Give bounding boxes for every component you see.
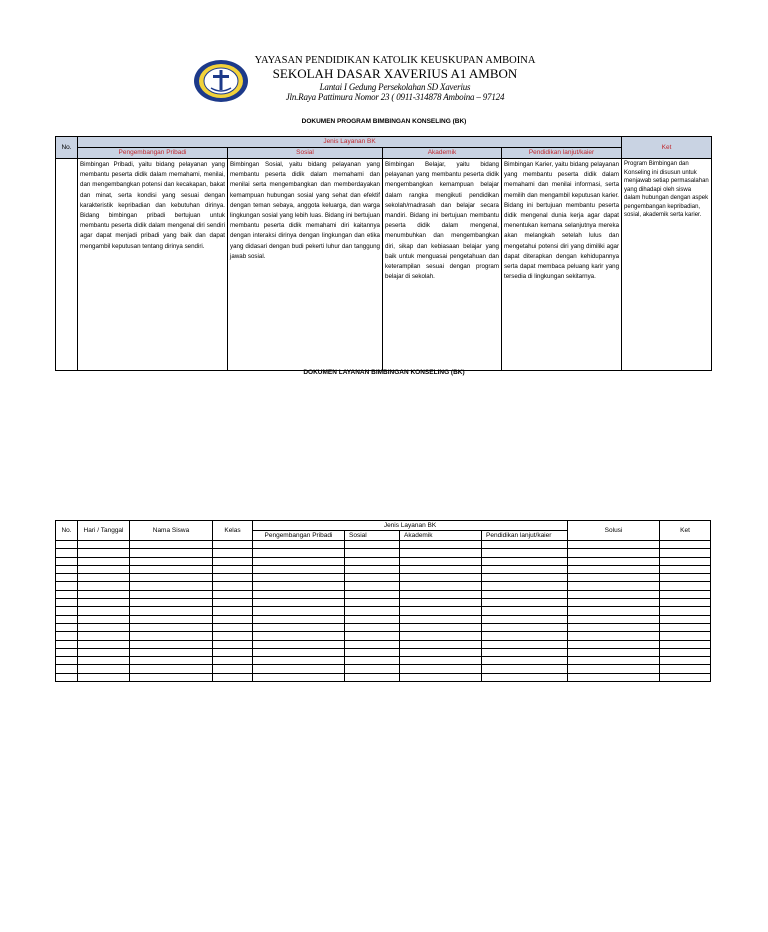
table-cell <box>78 648 130 656</box>
table-cell <box>56 574 78 582</box>
table-cell <box>253 673 345 681</box>
table-cell <box>660 549 711 557</box>
table-cell <box>400 574 482 582</box>
table-cell <box>130 623 213 631</box>
table-cell <box>78 615 130 623</box>
table-cell <box>482 565 568 573</box>
table-cell <box>56 607 78 615</box>
table-row <box>56 607 711 615</box>
table-cell <box>568 541 660 549</box>
table-cell <box>253 615 345 623</box>
table-cell <box>253 590 345 598</box>
table-cell <box>482 599 568 607</box>
table-cell <box>130 640 213 648</box>
group-header: Jenis Layanan BK <box>78 137 622 148</box>
program-table <box>55 136 712 371</box>
table-cell <box>213 648 253 656</box>
table-cell <box>213 640 253 648</box>
table-cell <box>130 574 213 582</box>
table-cell <box>130 657 213 665</box>
table-cell <box>345 557 400 565</box>
table-cell <box>400 673 482 681</box>
table-cell <box>253 607 345 615</box>
table-cell <box>660 607 711 615</box>
table-cell <box>660 665 711 673</box>
table-cell <box>660 590 711 598</box>
table-cell <box>253 574 345 582</box>
table-cell <box>56 557 78 565</box>
table-cell <box>130 648 213 656</box>
table-cell <box>130 590 213 598</box>
table-cell <box>660 648 711 656</box>
table-cell <box>213 623 253 631</box>
table-cell <box>660 541 711 549</box>
col-kelas: Kelas <box>213 521 253 541</box>
table-cell <box>660 582 711 590</box>
table-cell <box>253 599 345 607</box>
table-row <box>56 565 711 573</box>
table-cell <box>56 640 78 648</box>
table-cell <box>130 665 213 673</box>
table-cell <box>130 632 213 640</box>
table-cell <box>568 557 660 565</box>
col-ket: Ket <box>660 521 711 541</box>
row-no <box>56 159 78 371</box>
table-cell <box>78 590 130 598</box>
table-cell <box>130 541 213 549</box>
table-cell <box>482 640 568 648</box>
table-cell <box>400 557 482 565</box>
table-cell <box>213 657 253 665</box>
group-header: Jenis Layanan BK <box>253 521 568 531</box>
table-cell <box>400 648 482 656</box>
table-cell <box>213 582 253 590</box>
table-cell <box>400 582 482 590</box>
table-cell <box>130 607 213 615</box>
school-location: Lantai I Gedung Persekolahan SD Xaverius <box>319 82 471 92</box>
table-cell <box>253 648 345 656</box>
table-cell <box>253 582 345 590</box>
table-cell <box>253 549 345 557</box>
table-cell <box>345 640 400 648</box>
table-cell <box>660 640 711 648</box>
table-cell <box>568 549 660 557</box>
table-row <box>56 549 711 557</box>
table-row <box>56 557 711 565</box>
table-cell <box>482 657 568 665</box>
table-cell <box>482 541 568 549</box>
cell-pribadi: Bimbingan Pribadi, yaitu bidang pelayanan yang membantu peserta didik dalam memahami, menilai, dan mengembangkan potensi dan kecakapan, bakat dan minat, serta kondisi yang sesuai dengan karakteristik kepribadian dan kebutuhan dirinya. Bidang bimbingan pribadi bertujuan untuk membantu peserta didik dalam mengenal diri sendiri agar dapat menjadi pribadi yang baik dan dapat mengambil keputusan tentang dirinya sendiri. <box>78 159 228 371</box>
table-cell <box>253 565 345 573</box>
table-cell <box>482 607 568 615</box>
col-akademik: Akademik <box>383 148 502 159</box>
table-row <box>56 640 711 648</box>
table-cell <box>253 557 345 565</box>
table-cell <box>78 640 130 648</box>
col-no: No. <box>56 521 78 541</box>
col-pribadi: Pengembangan Pribadi <box>78 148 228 159</box>
col-ket: Ket <box>622 137 712 159</box>
table-cell <box>345 590 400 598</box>
table-cell <box>345 657 400 665</box>
cell-ket: Program Bimbingan dan Konseling ini disusun untuk menjawab setiap permasalahan yang dihadapi oleh siswa dalam hubungan dengan aspek pengembangan kepribadian, sosial, akademik serta karier. <box>622 159 712 371</box>
table-cell <box>660 673 711 681</box>
table-cell <box>253 665 345 673</box>
table-row <box>56 599 711 607</box>
col-sosial: Sosial <box>228 148 383 159</box>
table-cell <box>130 557 213 565</box>
table-cell <box>568 648 660 656</box>
table-row <box>56 632 711 640</box>
layanan-rows <box>56 541 711 682</box>
table-cell <box>482 549 568 557</box>
table-cell <box>400 607 482 615</box>
table-cell <box>345 623 400 631</box>
table-cell <box>56 665 78 673</box>
table-row <box>56 574 711 582</box>
table-cell <box>130 599 213 607</box>
table-cell <box>345 607 400 615</box>
program-title: DOKUMEN PROGRAM BIMBINGAN KONSELING (BK) <box>301 118 467 125</box>
table-cell <box>78 574 130 582</box>
table-cell <box>253 541 345 549</box>
col-akademik: Akademik <box>400 531 482 541</box>
table-cell <box>482 673 568 681</box>
table-cell <box>660 657 711 665</box>
table-cell <box>660 557 711 565</box>
table-cell <box>56 565 78 573</box>
table-cell <box>400 565 482 573</box>
table-row <box>56 582 711 590</box>
table-cell <box>660 615 711 623</box>
table-cell <box>400 615 482 623</box>
table-cell <box>345 648 400 656</box>
table-cell <box>482 665 568 673</box>
table-cell <box>56 549 78 557</box>
table-cell <box>345 665 400 673</box>
table-cell <box>568 623 660 631</box>
table-cell <box>482 582 568 590</box>
table-cell <box>78 665 130 673</box>
table-cell <box>568 599 660 607</box>
table-cell <box>213 590 253 598</box>
table-row <box>56 623 711 631</box>
table-cell <box>253 657 345 665</box>
table-cell <box>345 615 400 623</box>
table-cell <box>482 590 568 598</box>
table-cell <box>78 549 130 557</box>
table-cell <box>345 599 400 607</box>
table-cell <box>400 623 482 631</box>
table-cell <box>130 673 213 681</box>
table-cell <box>400 541 482 549</box>
table-cell <box>345 565 400 573</box>
table-cell <box>568 607 660 615</box>
table-cell <box>213 665 253 673</box>
table-cell <box>213 607 253 615</box>
table-cell <box>568 615 660 623</box>
table-cell <box>213 549 253 557</box>
layanan-title: DOKUMEN LAYANAN BIMBINGAN KONSELING (BK) <box>303 369 465 376</box>
table-cell <box>78 599 130 607</box>
table-cell <box>400 657 482 665</box>
table-cell <box>400 665 482 673</box>
table-cell <box>56 615 78 623</box>
table-row <box>56 590 711 598</box>
table-cell <box>568 665 660 673</box>
table-cell <box>78 657 130 665</box>
table-cell <box>253 640 345 648</box>
table-cell <box>56 632 78 640</box>
table-cell <box>400 632 482 640</box>
table-cell <box>568 582 660 590</box>
table-cell <box>660 565 711 573</box>
table-row <box>56 615 711 623</box>
table-cell <box>482 648 568 656</box>
cell-sosial: Bimbingan Sosial, yaitu bidang pelayanan yang membantu peserta didik dalam memahami dan menilai serta mengembangkan dan memberdayakan kemampuan hubungan sosial yang sehat dan efektif dengan teman sebaya, anggota keluarga, dan warga lingkungan sosial yang lebih luas. Bidang ini bertujuan membantu peserta didik memahami diri kaitannya dengan interaksi dirinya dengan lingkungan dan etika yang didasari dengan budi pekerti luhur dan tanggung jawab sosial. <box>228 159 383 371</box>
col-no: No. <box>56 137 78 159</box>
table-cell <box>78 565 130 573</box>
table-cell <box>56 648 78 656</box>
foundation-name: YAYASAN PENDIDIKAN KATOLIK KEUSKUPAN AMBOINA <box>254 55 536 66</box>
col-sosial: Sosial <box>345 531 400 541</box>
table-row <box>56 673 711 681</box>
table-cell <box>130 615 213 623</box>
table-cell <box>568 574 660 582</box>
table-cell <box>568 565 660 573</box>
col-hari: Hari / Tanggal <box>78 521 130 541</box>
table-cell <box>345 673 400 681</box>
table-cell <box>78 673 130 681</box>
table-cell <box>78 632 130 640</box>
table-cell <box>213 599 253 607</box>
table-cell <box>660 599 711 607</box>
col-lanjut: Pendidikan lanjut/kaier <box>502 148 622 159</box>
col-solusi: Solusi <box>568 521 660 541</box>
table-cell <box>482 574 568 582</box>
school-name: SEKOLAH DASAR XAVERIUS A1 AMBON <box>272 66 518 81</box>
table-cell <box>213 557 253 565</box>
table-cell <box>130 582 213 590</box>
table-cell <box>482 632 568 640</box>
table-cell <box>400 640 482 648</box>
table-cell <box>56 623 78 631</box>
table-cell <box>568 632 660 640</box>
table-cell <box>253 623 345 631</box>
table-cell <box>568 673 660 681</box>
table-row <box>56 648 711 656</box>
table-cell <box>213 615 253 623</box>
table-cell <box>213 574 253 582</box>
col-nama: Nama Siswa <box>130 521 213 541</box>
table-cell <box>345 541 400 549</box>
table-cell <box>660 623 711 631</box>
table-cell <box>56 590 78 598</box>
table-cell <box>660 574 711 582</box>
table-cell <box>568 657 660 665</box>
table-cell <box>213 541 253 549</box>
school-address: Jln.Raya Pattimura Nomor 23 ( 0911-314878 Amboina – 97124 <box>285 92 505 102</box>
layanan-table <box>55 520 711 682</box>
table-cell <box>345 632 400 640</box>
cell-lanjut: Bimbingan Karier, yaitu bidang pelayanan yang membantu peserta didik dalam memahami dan menilai informasi, serta memilih dan mengambil keputusan karier. Bidang ini bertujuan membantu peserta didik mengenal dunia kerja agar dapat menentukan kemana selanjutnya mereka akan melangkah setelah lulus dan mengetahui potensi diri yang dimiliki agar dapat diterapkan dengan kehidupannya serta dapat membaca peluang karir yang tersedia di lingkungan sekitarnya. <box>502 159 622 371</box>
table-cell <box>130 549 213 557</box>
col-lanjut: Pendidikan lanjut/kaier <box>482 531 568 541</box>
table-cell <box>213 632 253 640</box>
table-cell <box>130 565 213 573</box>
table-cell <box>253 632 345 640</box>
table-cell <box>482 615 568 623</box>
table-cell <box>78 582 130 590</box>
table-cell <box>482 557 568 565</box>
col-pribadi: Pengembangan Pribadi <box>253 531 345 541</box>
table-cell <box>78 623 130 631</box>
table-cell <box>660 632 711 640</box>
table-cell <box>56 673 78 681</box>
table-row <box>56 541 711 549</box>
table-cell <box>213 565 253 573</box>
table-cell <box>568 640 660 648</box>
table-cell <box>78 607 130 615</box>
table-cell <box>400 599 482 607</box>
cell-akademik: Bimbingan Belajar, yaitu bidang pelayanan yang membantu peserta didik mengembangkan kemampuan belajar dalam rangka mengikuti pendidikan sekolah/madrasah dan belajar secara mandiri. Bidang ini bertujuan membantu peserta didik dalam mengenal, menumbuhkan dan mengembangkan diri, sikap dan kebiasaan belajar yang baik untuk menguasai pengetahuan dan keterampilan sesuai dengan program belajar di sekolah. <box>383 159 502 371</box>
table-cell <box>345 582 400 590</box>
table-cell <box>56 582 78 590</box>
table-cell <box>345 549 400 557</box>
table-cell <box>56 541 78 549</box>
table-cell <box>568 590 660 598</box>
table-cell <box>213 673 253 681</box>
table-row <box>56 657 711 665</box>
table-cell <box>78 557 130 565</box>
table-cell <box>345 574 400 582</box>
table-cell <box>400 549 482 557</box>
table-row <box>56 665 711 673</box>
table-cell <box>56 599 78 607</box>
table-cell <box>400 590 482 598</box>
table-cell <box>78 541 130 549</box>
table-cell <box>56 657 78 665</box>
table-cell <box>482 623 568 631</box>
